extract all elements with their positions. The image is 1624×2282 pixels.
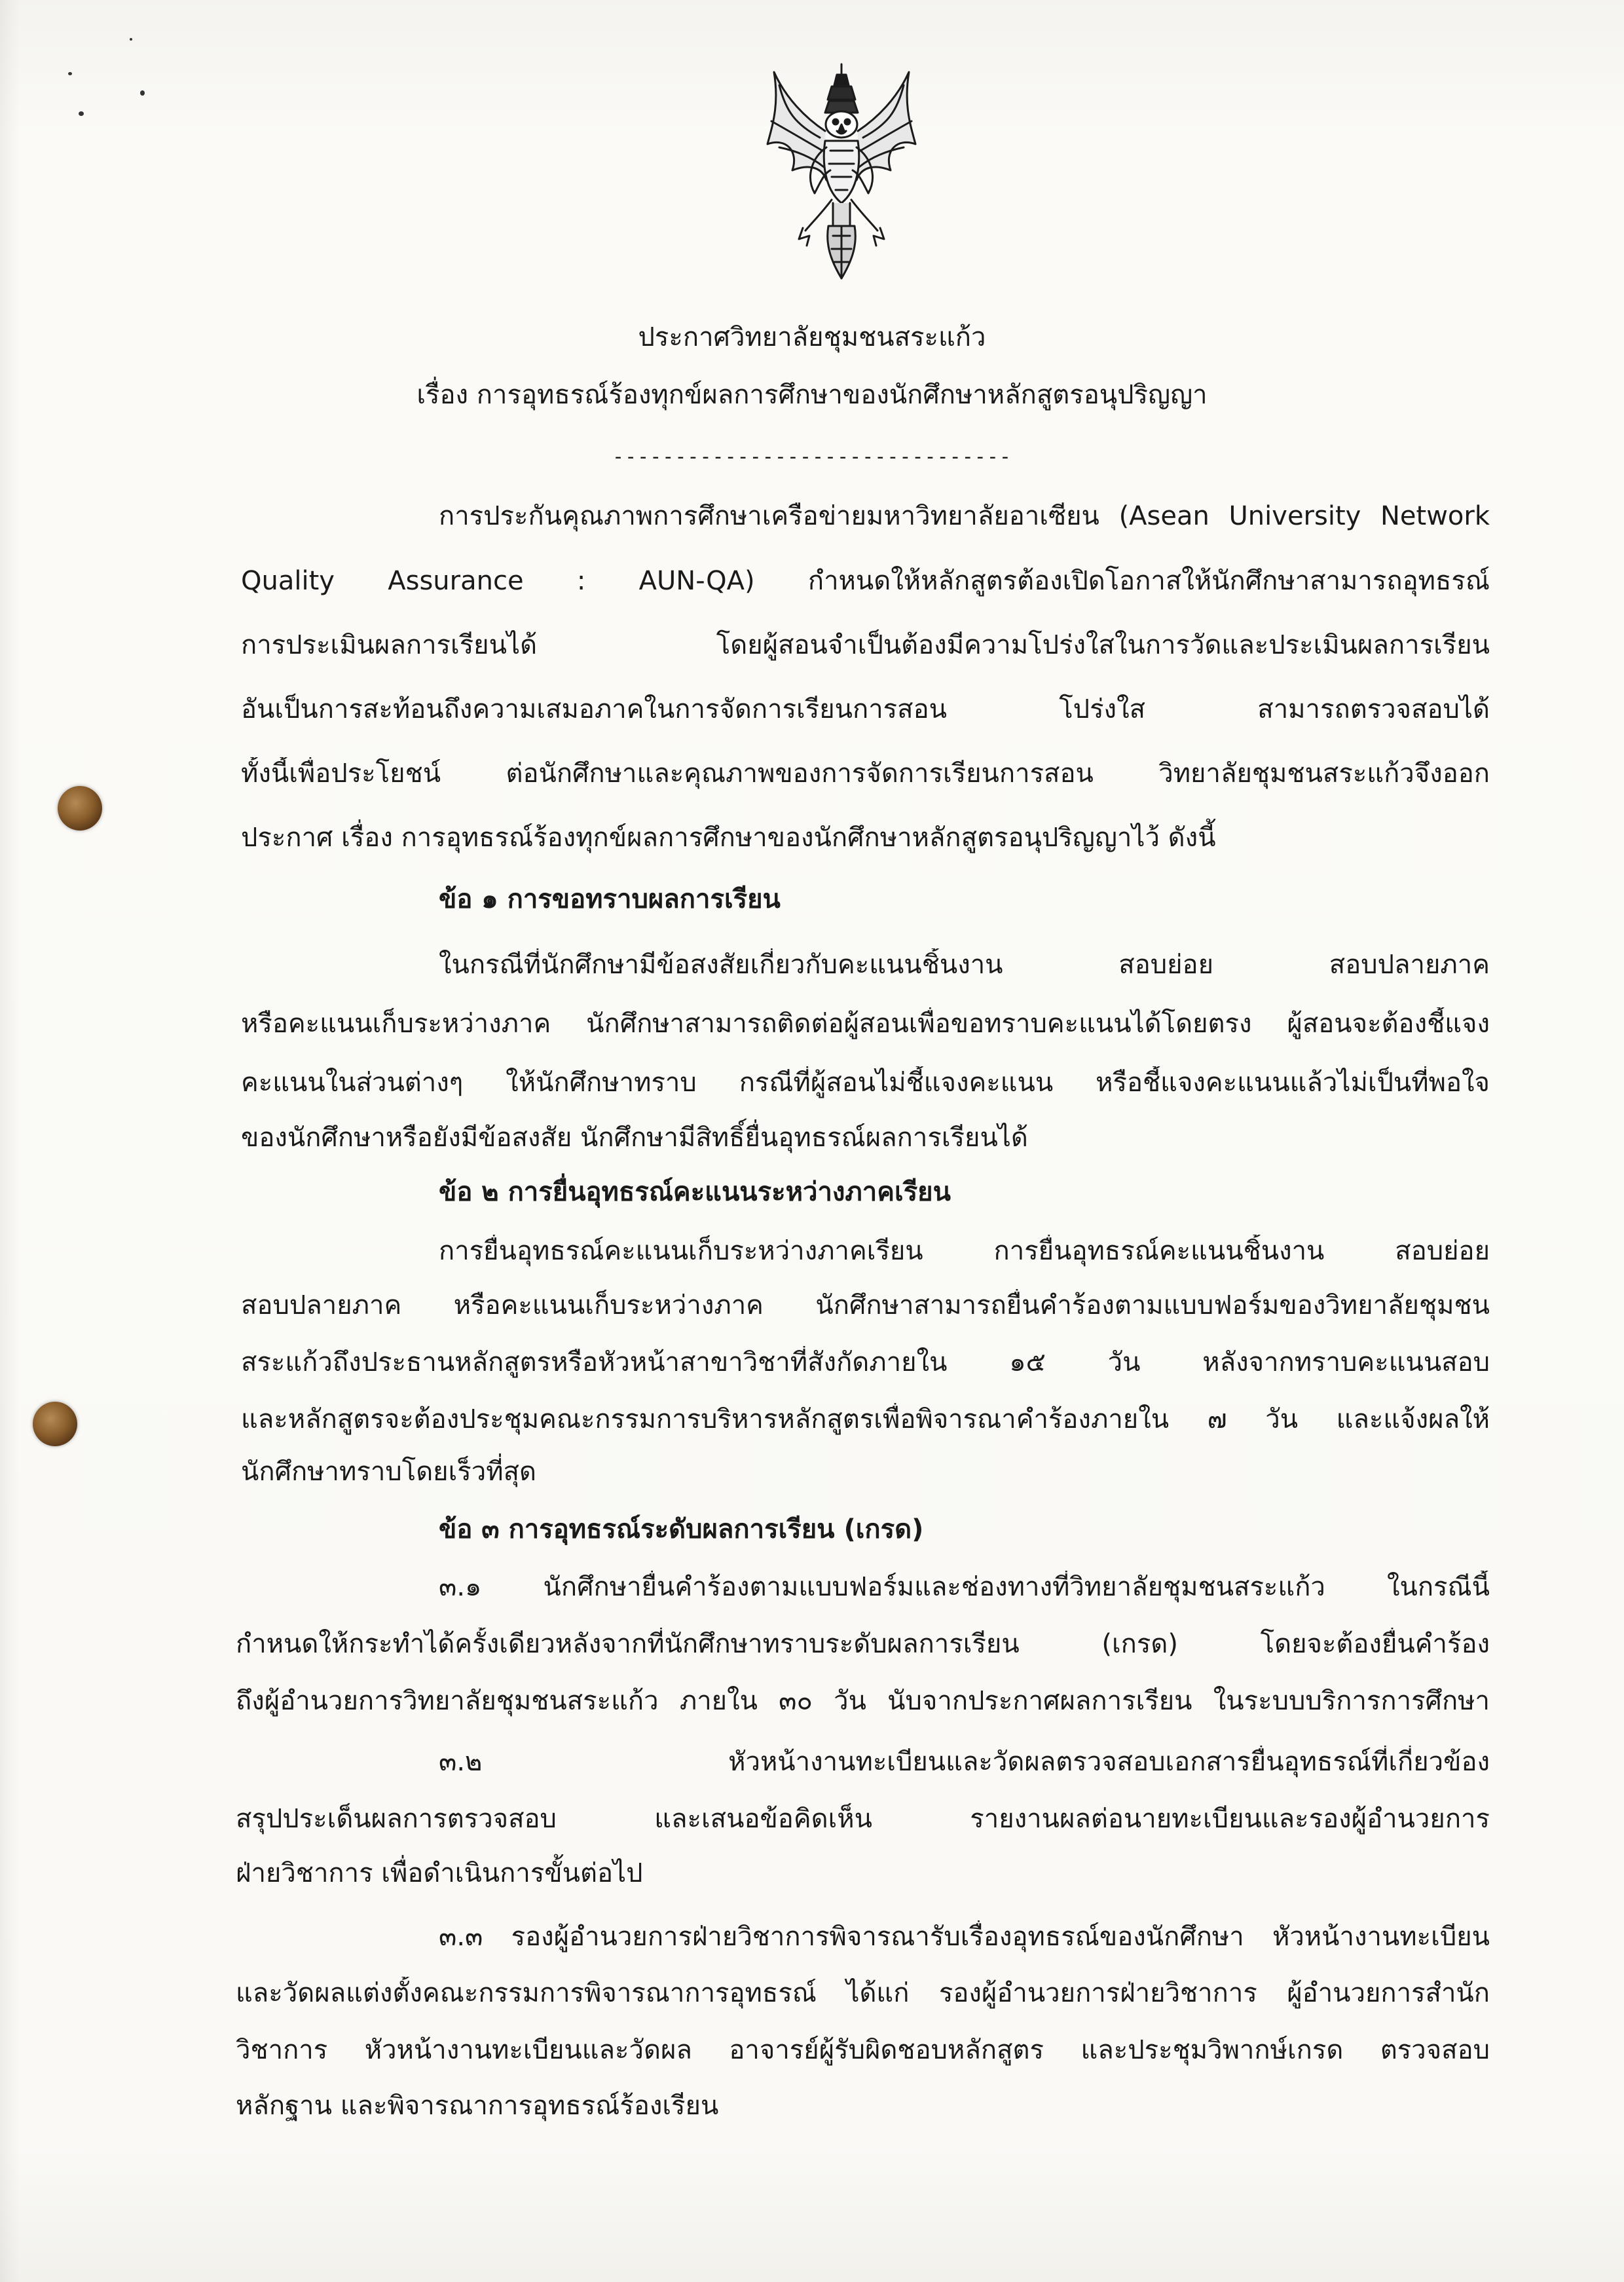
- scan-speck: [79, 111, 84, 116]
- section-1-line: ของนักศึกษาหรือยังมีข้อสงสัย นักศึกษามีสิทธิ์ยื่นอุทธรณ์ผลการเรียนได้: [241, 1123, 1028, 1153]
- intro-line: ทั้งนี้เพื่อประโยชน์ ต่อนักศึกษาและคุณภาพของการจัดการเรียนการสอน วิทยาลัยชุมชนสระแก้วจึงออก: [241, 758, 1490, 789]
- section-3-3-line: ๓.๓ รองผู้อำนวยการฝ่ายวิชาการพิจารณารับเรื่องอุทธรณ์ของนักศึกษา หัวหน้างานทะเบียน: [439, 1922, 1490, 1952]
- header-divider: --------------------------------: [612, 445, 1012, 468]
- scan-speck: [68, 72, 72, 75]
- section-3-2-line: ฝ่ายวิชาการ เพื่อดำเนินการขั้นต่อไป: [236, 1858, 643, 1888]
- intro-line: ประกาศ เรื่อง การอุทธรณ์ร้องทุกข์ผลการศึกษาของนักศึกษาหลักสูตรอนุปริญญาไว้ ดังนี้: [241, 823, 1216, 853]
- scan-speck: [140, 90, 145, 96]
- section-2-line: สระแก้วถึงประธานหลักสูตรหรือหัวหน้าสาขาวิชาที่สังกัดภายใน ๑๕ วัน หลังจากทราบคะแนนสอบ: [241, 1347, 1490, 1377]
- announcement-subject: เรื่อง การอุทธรณ์ร้องทุกข์ผลการศึกษาของนักศึกษาหลักสูตรอนุปริญญา: [416, 380, 1208, 410]
- section-1-line: หรือคะแนนเก็บระหว่างภาค นักศึกษาสามารถติดต่อผู้สอนเพื่อขอทราบคะแนนได้โดยตรง ผู้สอนจะต้องชี้แจง: [241, 1009, 1490, 1039]
- section-2-line: การยื่นอุทธรณ์คะแนนเก็บระหว่างภาคเรียน การยื่นอุทธรณ์คะแนนชิ้นงาน สอบย่อย: [439, 1236, 1490, 1266]
- section-3-3-line: และวัดผลแต่งตั้งคณะกรรมการพิจารณาการอุทธรณ์ ได้แก่ รองผู้อำนวยการฝ่ายวิชาการ ผู้อำนวยการสำนัก: [236, 1978, 1490, 2008]
- garuda-emblem-icon: [760, 59, 923, 288]
- section-1-line: ในกรณีที่นักศึกษามีข้อสงสัยเกี่ยวกับคะแนนชิ้นงาน สอบย่อย สอบปลายภาค: [439, 950, 1490, 980]
- section-2-line: นักศึกษาทราบโดยเร็วที่สุด: [241, 1457, 536, 1487]
- section-2-line: สอบปลายภาค หรือคะแนนเก็บระหว่างภาค นักศึกษาสามารถยื่นคำร้องตามแบบฟอร์มของวิทยาลัยชุมชน: [241, 1290, 1490, 1320]
- scan-speck: [130, 38, 132, 41]
- intro-line: Quality Assurance : AUN-QA) กำหนดให้หลักสูตรต้องเปิดโอกาสให้นักศึกษาสามารถอุทธรณ์: [241, 566, 1490, 596]
- section-2-line: และหลักสูตรจะต้องประชุมคณะกรรมการบริหารหลักสูตรเพื่อพิจารณาคำร้องภายใน ๗ วัน และแจ้งผลให้: [241, 1404, 1490, 1434]
- intro-line: การประกันคุณภาพการศึกษาเครือข่ายมหาวิทยาลัยอาเซียน (Asean University Network: [439, 501, 1490, 531]
- intro-line: อันเป็นการสะท้อนถึงความเสมอภาคในการจัดการเรียนการสอน โปร่งใส สามารถตรวจสอบได้: [241, 694, 1490, 724]
- section-3-3-line: วิชาการ หัวหน้างานทะเบียนและวัดผล อาจารย์ผู้รับผิดชอบหลักสูตร และประชุมวิพากษ์เกรด ตรวจสอบ: [236, 2035, 1490, 2065]
- section-3-2-line: ๓.๒ หัวหน้างานทะเบียนและวัดผลตรวจสอบเอกสารยื่นอุทธรณ์ที่เกี่ยวข้อง: [439, 1747, 1490, 1777]
- announcement-title: ประกาศวิทยาลัยชุมชนสระแก้ว: [638, 322, 986, 352]
- section-2-heading: ข้อ ๒ การยื่นอุทธรณ์คะแนนระหว่างภาคเรียน: [439, 1177, 951, 1207]
- section-3-2-line: สรุปประเด็นผลการตรวจสอบ และเสนอข้อคิดเห็น รายงานผลต่อนายทะเบียนและรองผู้อำนวยการ: [236, 1804, 1490, 1834]
- punch-hole: [33, 1402, 77, 1446]
- section-3-heading: ข้อ ๓ การอุทธรณ์ระดับผลการเรียน (เกรด): [439, 1514, 924, 1544]
- section-3-1-line: ๓.๑ นักศึกษายื่นคำร้องตามแบบฟอร์มและช่องทางที่วิทยาลัยชุมชนสระแก้ว ในกรณีนี้: [439, 1572, 1490, 1602]
- intro-line: การประเมินผลการเรียนได้ โดยผู้สอนจำเป็นต้องมีความโปร่งใสในการวัดและประเมินผลการเรียน: [241, 630, 1490, 660]
- section-3-3-line: หลักฐาน และพิจารณาการอุทธรณ์ร้องเรียน: [236, 2091, 719, 2121]
- section-1-line: คะแนนในส่วนต่างๆ ให้นักศึกษาทราบ กรณีที่ผู้สอนไม่ชี้แจงคะแนน หรือชี้แจงคะแนนแล้วไม่เป็นที่พอใจ: [241, 1068, 1490, 1098]
- punch-hole: [58, 786, 102, 831]
- section-3-1-line: กำหนดให้กระทำได้ครั้งเดียวหลังจากที่นักศึกษาทราบระดับผลการเรียน (เกรด) โดยจะต้องยื่นคำร้อง: [236, 1629, 1490, 1659]
- section-3-1-line: ถึงผู้อำนวยการวิทยาลัยชุมชนสระแก้ว ภายใน ๓๐ วัน นับจากประกาศผลการเรียน ในระบบบริการการศึกษา: [236, 1686, 1490, 1716]
- section-1-heading: ข้อ ๑ การขอทราบผลการเรียน: [439, 884, 781, 914]
